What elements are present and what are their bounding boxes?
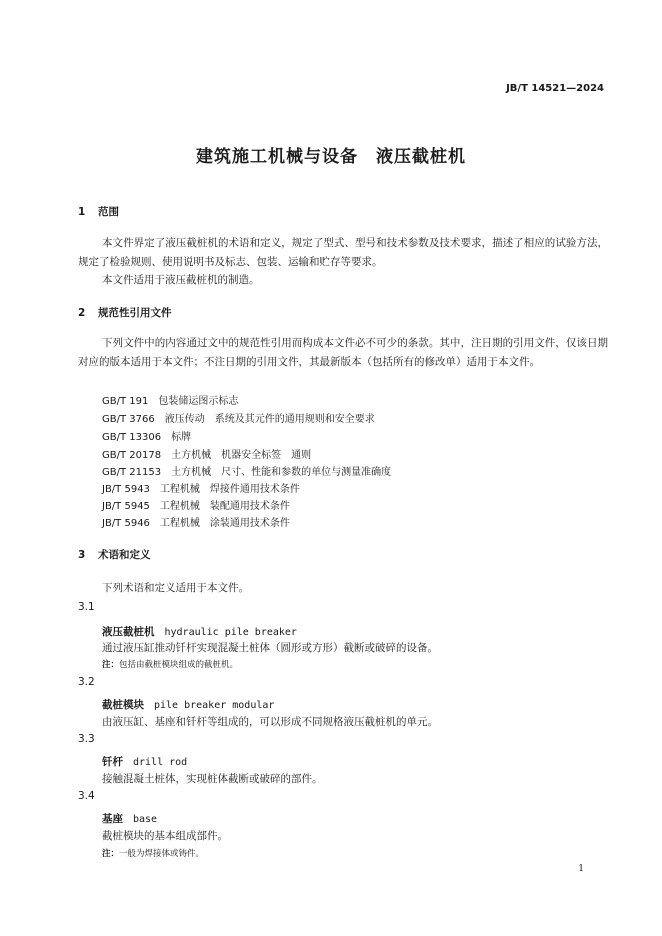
term-name: 截桩模块 pile breaker modular — [102, 699, 275, 711]
standard-number: JB/T 14521—2024 — [506, 83, 604, 94]
section-title: 范围 — [98, 206, 119, 218]
reference-item: JB/T 5946 工程机械 涂装通用技术条件 — [102, 518, 290, 529]
reference-item: GB/T 3766 液压传动 系统及其元件的通用规则和安全要求 — [102, 414, 375, 425]
term-number: 3.1 — [78, 601, 95, 613]
term-definition: 截桩模块的基本组成部件。 — [102, 830, 228, 842]
section-1-heading — [78, 204, 119, 219]
reference-item: GB/T 21153 土方机械 尺寸、性能和参数的单位与测量准确度 — [102, 467, 392, 478]
term-name: 液压截桩机 hydraulic pile breaker — [102, 626, 297, 638]
section-number: 3 — [78, 549, 86, 561]
term-number: 3.3 — [78, 733, 95, 745]
term-note: 注：一般为焊接体或铸件。 — [102, 849, 205, 859]
reference-item: GB/T 191 包装储运图示标志 — [102, 396, 239, 407]
page-number: 1 — [578, 864, 584, 874]
section-title: 术语和定义 — [98, 549, 151, 561]
paragraph: 下列术语和定义适用于本文件。 — [102, 582, 249, 594]
reference-item: JB/T 5945 工程机械 装配通用技术条件 — [102, 501, 290, 512]
section-3-heading — [78, 547, 151, 562]
section-2-heading — [78, 305, 172, 320]
reference-item: GB/T 13306 标牌 — [102, 432, 192, 443]
document-title: 建筑施工机械与设备 液压截桩机 — [196, 147, 466, 167]
section-title: 规范性引用文件 — [98, 307, 172, 319]
paragraph: 下列文件中的内容通过文中的规范性引用而构成本文件必不可少的条款。其中，注日期的引用文件，仅该日期对应的版本适用于本文件；不注日期的引用文件，其最新版本（包括所有的修改单）适用于本文件。 — [78, 337, 608, 368]
term-definition: 通过液压缸推动钎杆实现混凝土桩体（圆形或方形）截断或破碎的设备。 — [102, 642, 438, 654]
section-number: 2 — [78, 307, 86, 319]
term-note: 注：包括由截桩模块组成的截桩机。 — [102, 660, 239, 670]
paragraph: 本文件界定了液压截桩机的术语和定义，规定了型式、型号和技术参数及技术要求，描述了相应的试验方法，规定了检验规则、使用说明书及标志、包装、运输和贮存等要求。 — [78, 237, 608, 268]
section-number: 1 — [78, 206, 86, 218]
reference-item: JB/T 5943 工程机械 焊接件通用技术条件 — [102, 484, 300, 495]
paragraph: 本文件适用于液压截桩机的制造。 — [102, 274, 260, 286]
term-name: 钎杆 drill rod — [102, 756, 188, 768]
reference-item: GB/T 20178 土方机械 机器安全标签 通则 — [102, 450, 312, 461]
term-number: 3.2 — [78, 676, 95, 688]
term-number: 3.4 — [78, 790, 95, 802]
term-definition: 接触混凝土桩体，实现桩体截断或破碎的部件。 — [102, 773, 323, 785]
term-name: 基座 base — [102, 813, 158, 825]
term-definition: 由液压缸、基座和钎杆等组成的，可以形成不同规格液压截桩机的单元。 — [102, 716, 438, 728]
